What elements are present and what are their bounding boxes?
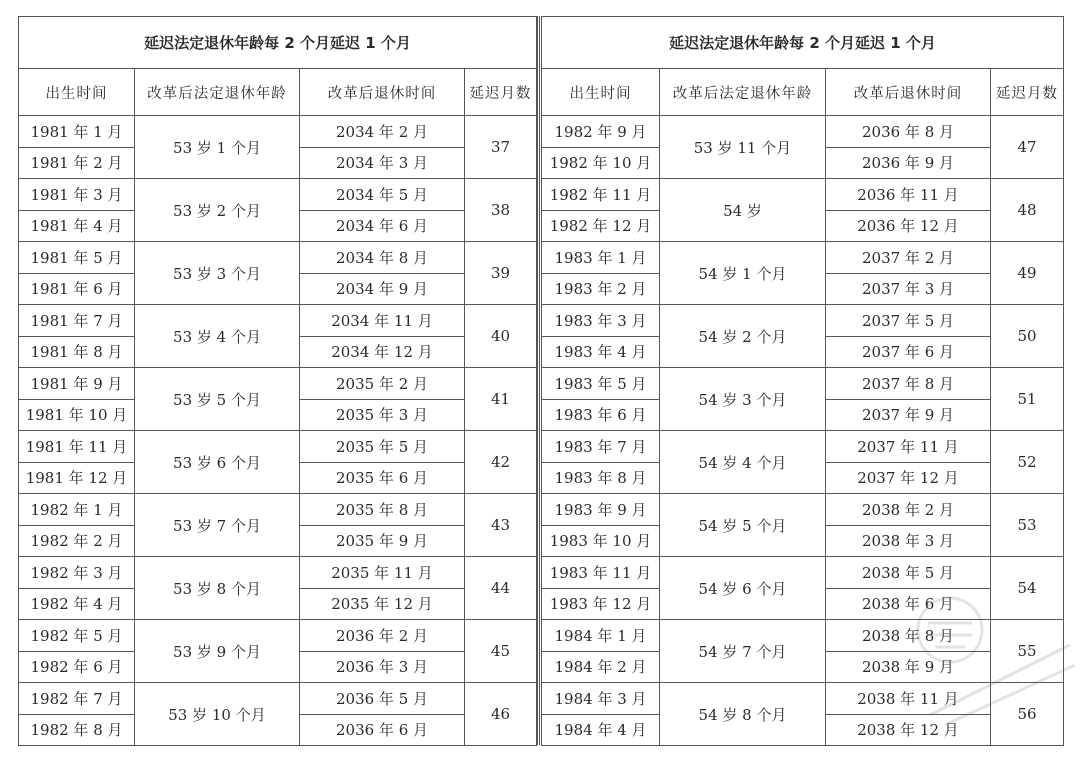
retirement-time-cell: 2034 年 6 月	[300, 210, 465, 242]
header-retirement-time: 改革后退休时间	[300, 69, 465, 116]
retirement-time-cell: 2038 年 8 月	[826, 620, 991, 652]
table-title-row	[19, 17, 537, 69]
table-title-row	[542, 17, 1064, 69]
birth-time-cell: 1982 年 4 月	[19, 588, 135, 620]
retirement-time-cell: 2037 年 8 月	[826, 368, 991, 400]
table-row	[542, 305, 1064, 337]
header-birth-time: 出生时间	[542, 69, 660, 116]
retirement-age-cell: 54 岁 1 个月	[660, 242, 826, 305]
header-birth-time: 出生时间	[19, 69, 135, 116]
birth-time-cell: 1982 年 2 月	[19, 525, 135, 557]
birth-time-cell: 1984 年 2 月	[542, 651, 660, 683]
table-row	[19, 431, 537, 463]
retirement-time-cell: 2038 年 11 月	[826, 683, 991, 715]
delay-months-cell: 51	[991, 368, 1064, 431]
birth-time-cell: 1981 年 9 月	[19, 368, 135, 400]
retirement-time-cell: 2036 年 3 月	[300, 651, 465, 683]
retirement-age-cell: 53 岁 11 个月	[660, 116, 826, 179]
header-retirement-age: 改革后法定退休年龄	[135, 69, 300, 116]
delay-months-cell: 54	[991, 557, 1064, 620]
right-retirement-table	[541, 16, 1064, 746]
birth-time-cell: 1981 年 4 月	[19, 210, 135, 242]
retirement-age-cell: 54 岁 3 个月	[660, 368, 826, 431]
retirement-age-cell: 53 岁 5 个月	[135, 368, 300, 431]
birth-time-cell: 1981 年 3 月	[19, 179, 135, 211]
retirement-time-cell: 2036 年 5 月	[300, 683, 465, 715]
delay-months-cell: 50	[991, 305, 1064, 368]
birth-time-cell: 1984 年 3 月	[542, 683, 660, 715]
retirement-age-cell: 54 岁	[660, 179, 826, 242]
right-table-panel	[541, 16, 1064, 746]
delay-months-cell: 40	[465, 305, 537, 368]
delay-months-cell: 55	[991, 620, 1064, 683]
retirement-time-cell: 2037 年 11 月	[826, 431, 991, 463]
retirement-time-cell: 2038 年 9 月	[826, 651, 991, 683]
retirement-time-cell: 2034 年 12 月	[300, 336, 465, 368]
retirement-time-cell: 2035 年 12 月	[300, 588, 465, 620]
retirement-time-cell: 2038 年 6 月	[826, 588, 991, 620]
birth-time-cell: 1982 年 7 月	[19, 683, 135, 715]
birth-time-cell: 1982 年 5 月	[19, 620, 135, 652]
retirement-age-cell: 53 岁 1 个月	[135, 116, 300, 179]
birth-time-cell: 1983 年 12 月	[542, 588, 660, 620]
delay-months-cell: 53	[991, 494, 1064, 557]
delay-months-cell: 47	[991, 116, 1064, 179]
birth-time-cell: 1983 年 11 月	[542, 557, 660, 589]
delay-months-cell: 56	[991, 683, 1064, 746]
delay-months-cell: 39	[465, 242, 537, 305]
retirement-age-cell: 54 岁 7 个月	[660, 620, 826, 683]
birth-time-cell: 1981 年 11 月	[19, 431, 135, 463]
retirement-age-cell: 54 岁 8 个月	[660, 683, 826, 746]
delay-months-cell: 48	[991, 179, 1064, 242]
birth-time-cell: 1983 年 8 月	[542, 462, 660, 494]
retirement-time-cell: 2035 年 6 月	[300, 462, 465, 494]
retirement-age-cell: 54 岁 5 个月	[660, 494, 826, 557]
panel-divider	[537, 16, 540, 745]
table-row	[542, 368, 1064, 400]
retirement-time-cell: 2035 年 3 月	[300, 399, 465, 431]
retirement-time-cell: 2034 年 2 月	[300, 116, 465, 148]
retirement-time-cell: 2037 年 12 月	[826, 462, 991, 494]
retirement-age-cell: 54 岁 4 个月	[660, 431, 826, 494]
birth-time-cell: 1983 年 3 月	[542, 305, 660, 337]
header-retirement-time: 改革后退休时间	[826, 69, 991, 116]
birth-time-cell: 1983 年 2 月	[542, 273, 660, 305]
birth-time-cell: 1983 年 1 月	[542, 242, 660, 274]
header-row	[542, 69, 1064, 116]
birth-time-cell: 1981 年 7 月	[19, 305, 135, 337]
delay-months-cell: 41	[465, 368, 537, 431]
retirement-time-cell: 2037 年 2 月	[826, 242, 991, 274]
retirement-time-cell: 2036 年 12 月	[826, 210, 991, 242]
header-row	[19, 69, 537, 116]
retirement-time-cell: 2035 年 5 月	[300, 431, 465, 463]
retirement-age-cell: 53 岁 9 个月	[135, 620, 300, 683]
birth-time-cell: 1981 年 6 月	[19, 273, 135, 305]
retirement-time-cell: 2034 年 9 月	[300, 273, 465, 305]
table-row	[542, 620, 1064, 652]
left-table-panel	[18, 16, 537, 746]
header-retirement-age: 改革后法定退休年龄	[660, 69, 826, 116]
retirement-time-cell: 2036 年 9 月	[826, 147, 991, 179]
retirement-time-cell: 2035 年 2 月	[300, 368, 465, 400]
table-row	[542, 179, 1064, 211]
table-row	[19, 683, 537, 715]
header-delay-months: 延迟月数	[991, 69, 1064, 116]
delay-months-cell: 52	[991, 431, 1064, 494]
birth-time-cell: 1981 年 1 月	[19, 116, 135, 148]
birth-time-cell: 1984 年 1 月	[542, 620, 660, 652]
table-row	[542, 431, 1064, 463]
table-row	[19, 620, 537, 652]
birth-time-cell: 1983 年 5 月	[542, 368, 660, 400]
delay-months-cell: 43	[465, 494, 537, 557]
retirement-age-cell: 53 岁 10 个月	[135, 683, 300, 746]
delay-months-cell: 46	[465, 683, 537, 746]
retirement-time-cell: 2035 年 9 月	[300, 525, 465, 557]
retirement-time-cell: 2038 年 5 月	[826, 557, 991, 589]
retirement-age-cell: 53 岁 3 个月	[135, 242, 300, 305]
retirement-time-cell: 2038 年 12 月	[826, 714, 991, 746]
retirement-time-cell: 2034 年 3 月	[300, 147, 465, 179]
left-retirement-table	[18, 16, 537, 746]
birth-time-cell: 1982 年 12 月	[542, 210, 660, 242]
birth-time-cell: 1981 年 8 月	[19, 336, 135, 368]
table-row	[19, 116, 537, 148]
birth-time-cell: 1982 年 9 月	[542, 116, 660, 148]
birth-time-cell: 1982 年 1 月	[19, 494, 135, 526]
delay-months-cell: 44	[465, 557, 537, 620]
retirement-time-cell: 2036 年 11 月	[826, 179, 991, 211]
birth-time-cell: 1982 年 3 月	[19, 557, 135, 589]
retirement-time-cell: 2038 年 3 月	[826, 525, 991, 557]
birth-time-cell: 1982 年 8 月	[19, 714, 135, 746]
retirement-time-cell: 2035 年 8 月	[300, 494, 465, 526]
birth-time-cell: 1982 年 11 月	[542, 179, 660, 211]
retirement-time-cell: 2036 年 8 月	[826, 116, 991, 148]
retirement-time-cell: 2036 年 6 月	[300, 714, 465, 746]
retirement-age-cell: 53 岁 4 个月	[135, 305, 300, 368]
birth-time-cell: 1982 年 10 月	[542, 147, 660, 179]
retirement-time-cell: 2035 年 11 月	[300, 557, 465, 589]
table-row	[542, 494, 1064, 526]
table-row	[19, 242, 537, 274]
birth-time-cell: 1981 年 12 月	[19, 462, 135, 494]
birth-time-cell: 1983 年 10 月	[542, 525, 660, 557]
retirement-time-cell: 2037 年 9 月	[826, 399, 991, 431]
table-row	[542, 116, 1064, 148]
birth-time-cell: 1983 年 4 月	[542, 336, 660, 368]
table-row	[542, 557, 1064, 589]
birth-time-cell: 1983 年 9 月	[542, 494, 660, 526]
table-row	[19, 305, 537, 337]
table-row	[19, 179, 537, 211]
birth-time-cell: 1983 年 6 月	[542, 399, 660, 431]
table-row	[19, 494, 537, 526]
retirement-time-cell: 2037 年 5 月	[826, 305, 991, 337]
birth-time-cell: 1983 年 7 月	[542, 431, 660, 463]
birth-time-cell: 1981 年 2 月	[19, 147, 135, 179]
table-row	[19, 368, 537, 400]
retirement-age-cell: 53 岁 6 个月	[135, 431, 300, 494]
table-title: 延迟法定退休年龄每 2 个月延迟 1 个月	[542, 17, 1064, 69]
retirement-time-cell: 2037 年 3 月	[826, 273, 991, 305]
delay-months-cell: 38	[465, 179, 537, 242]
retirement-time-cell: 2036 年 2 月	[300, 620, 465, 652]
delay-months-cell: 42	[465, 431, 537, 494]
table-row	[19, 557, 537, 589]
retirement-time-cell: 2034 年 8 月	[300, 242, 465, 274]
table-title: 延迟法定退休年龄每 2 个月延迟 1 个月	[19, 17, 537, 69]
retirement-age-cell: 54 岁 2 个月	[660, 305, 826, 368]
delay-months-cell: 49	[991, 242, 1064, 305]
retirement-age-cell: 54 岁 6 个月	[660, 557, 826, 620]
retirement-age-cell: 53 岁 7 个月	[135, 494, 300, 557]
header-delay-months: 延迟月数	[465, 69, 537, 116]
delay-months-cell: 37	[465, 116, 537, 179]
retirement-age-cell: 53 岁 8 个月	[135, 557, 300, 620]
table-row	[542, 242, 1064, 274]
table-row	[542, 683, 1064, 715]
retirement-time-cell: 2034 年 11 月	[300, 305, 465, 337]
birth-time-cell: 1984 年 4 月	[542, 714, 660, 746]
birth-time-cell: 1981 年 10 月	[19, 399, 135, 431]
retirement-age-cell: 53 岁 2 个月	[135, 179, 300, 242]
birth-time-cell: 1982 年 6 月	[19, 651, 135, 683]
retirement-time-cell: 2037 年 6 月	[826, 336, 991, 368]
retirement-time-cell: 2038 年 2 月	[826, 494, 991, 526]
delay-months-cell: 45	[465, 620, 537, 683]
retirement-time-cell: 2034 年 5 月	[300, 179, 465, 211]
birth-time-cell: 1981 年 5 月	[19, 242, 135, 274]
